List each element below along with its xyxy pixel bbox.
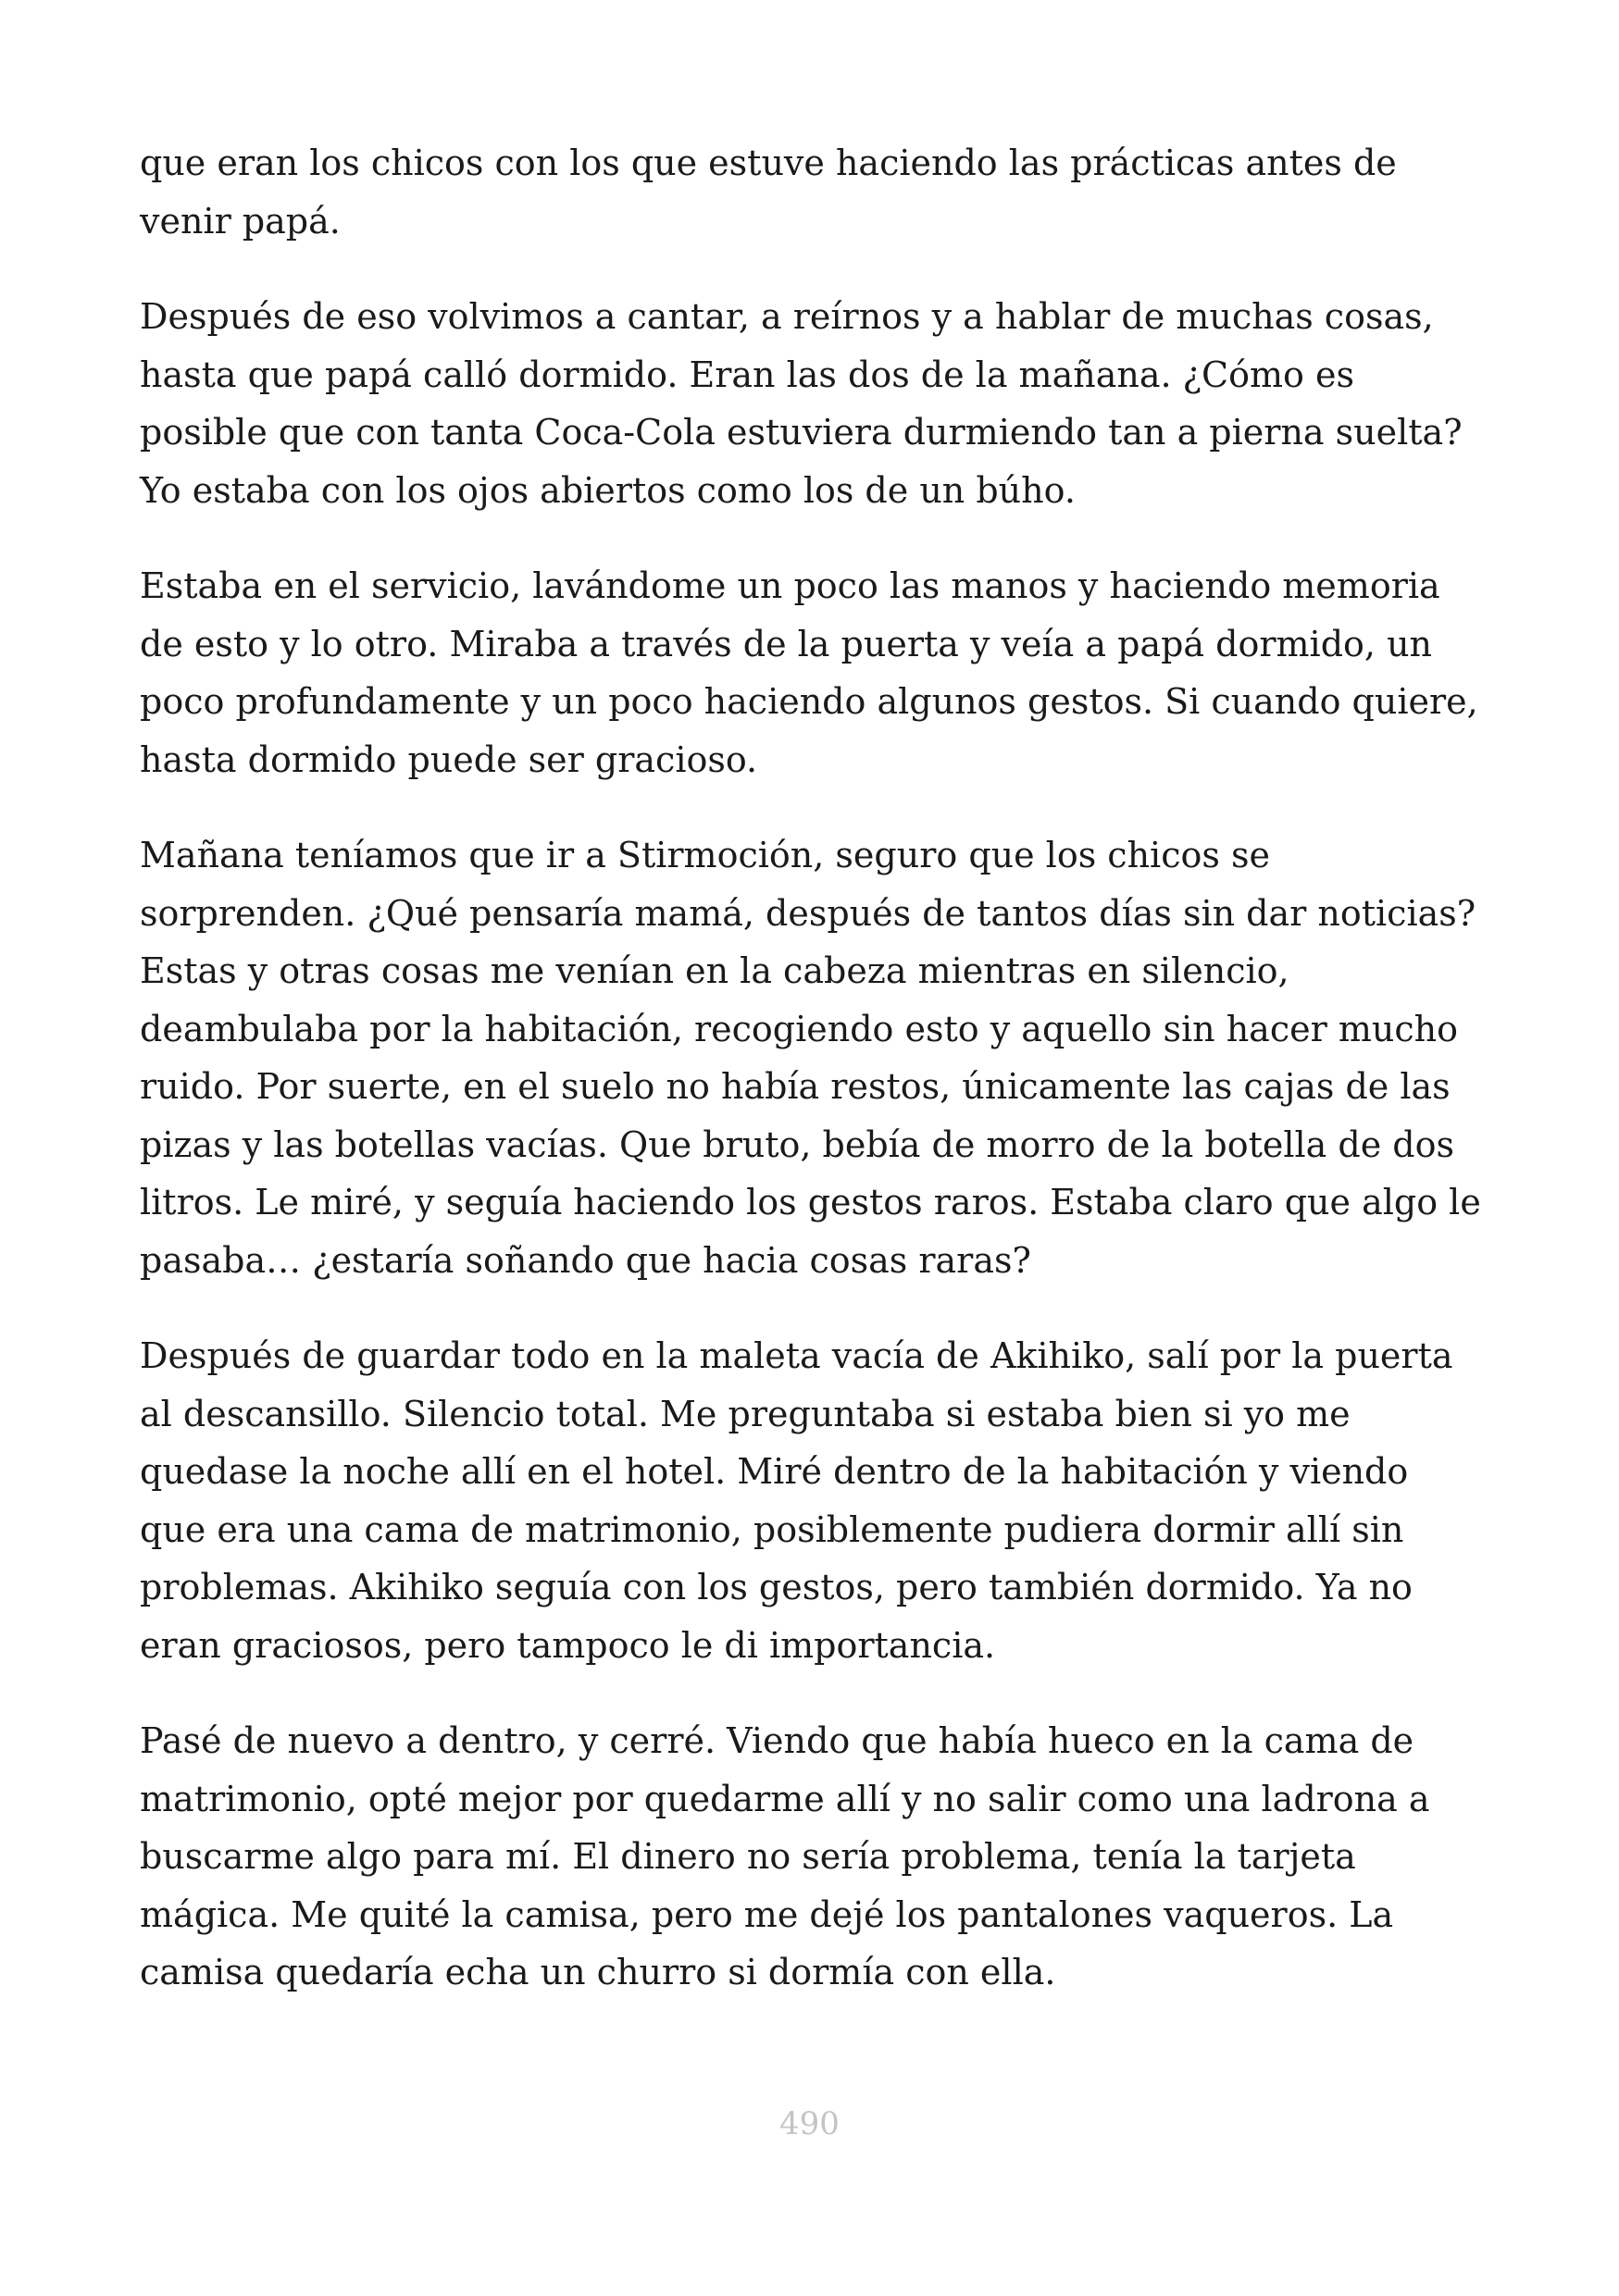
body-text (140, 134, 1501, 2040)
paragraph-4 (140, 826, 1501, 1289)
paragraph-2 (140, 288, 1501, 519)
text-line: eran graciosos, pero tampoco le di importancia. (140, 1624, 996, 1666)
text-line: de esto y lo otro. Miraba a través de la puerta y veía a papá dormido, un (140, 623, 1433, 664)
paragraph-3 (140, 557, 1501, 788)
paragraph-6 (140, 1712, 1501, 2002)
text-line: Yo estaba con los ojos abiertos como los de un búho. (140, 469, 1076, 511)
text-line: deambulaba por la habitación, recogiendo esto y aquello sin hacer mucho (140, 1008, 1458, 1049)
text-line: Estaba en el servicio, lavándome un poco las manos y haciendo memoria (140, 565, 1440, 606)
text-line: ruido. Por suerte, en el suelo no había restos, únicamente las cajas de las (140, 1066, 1451, 1107)
text-line: hasta que papá calló dormido. Eran las dos de la mañana. ¿Cómo es (140, 354, 1354, 395)
text-line: que era una cama de matrimonio, posiblemente pudiera dormir allí sin (140, 1508, 1404, 1550)
page-number: 490 (779, 2105, 840, 2142)
text-line: mágica. Me quité la camisa, pero me dejé los pantalones vaqueros. La (140, 1893, 1394, 1935)
paragraph-1 (140, 134, 1501, 250)
text-line: quedase la noche allí en el hotel. Miré dentro de la habitación y viendo (140, 1451, 1409, 1492)
text-line: buscarme algo para mí. El dinero no sería problema, tenía la tarjeta (140, 1836, 1356, 1877)
text-line: hasta dormido puede ser gracioso. (140, 738, 758, 780)
text-line: venir papá. (140, 200, 341, 242)
text-line: poco profundamente y un poco haciendo algunos gestos. Si cuando quiere, (140, 681, 1478, 722)
paragraph-5 (140, 1327, 1501, 1674)
text-line: posible que con tanta Coca-Cola estuviera durmiendo tan a pierna suelta? (140, 412, 1463, 453)
text-line: Después de guardar todo en la maleta vacía de Akihiko, salí por la puerta (140, 1335, 1453, 1376)
text-line: Pasé de nuevo a dentro, y cerré. Viendo que había hueco en la cama de (140, 1720, 1414, 1761)
text-line: Estas y otras cosas me venían en la cabeza mientras en silencio, (140, 950, 1289, 991)
text-line: pizas y las botellas vacías. Que bruto, bebía de morro de la botella de dos (140, 1123, 1455, 1165)
text-line: sorprenden. ¿Qué pensaría mamá, después de tantos días sin dar noticias? (140, 892, 1476, 934)
text-line: litros. Le miré, y seguía haciendo los gestos raros. Estaba claro que algo le (140, 1182, 1481, 1222)
text-line: Después de eso volvimos a cantar, a reírnos y a hablar de muchas cosas, (140, 296, 1434, 337)
text-line: que eran los chicos con los que estuve haciendo las prácticas antes de (140, 143, 1397, 183)
text-line: problemas. Akihiko seguía con los gestos, pero también dormido. Ya no (140, 1567, 1413, 1607)
text-line: al descansillo. Silencio total. Me preguntaba si estaba bien si yo me (140, 1393, 1351, 1434)
text-line: matrimonio, opté mejor por quedarme allí y no salir como una ladrona a (140, 1778, 1430, 1819)
text-line: pasaba… ¿estaría soñando que hacia cosas raras? (140, 1239, 1031, 1281)
text-line: camisa quedaría echa un churro si dormía con ella. (140, 1952, 1056, 1992)
text-line: Mañana teníamos que ir a Stirmoción, seguro que los chicos se (140, 835, 1270, 875)
